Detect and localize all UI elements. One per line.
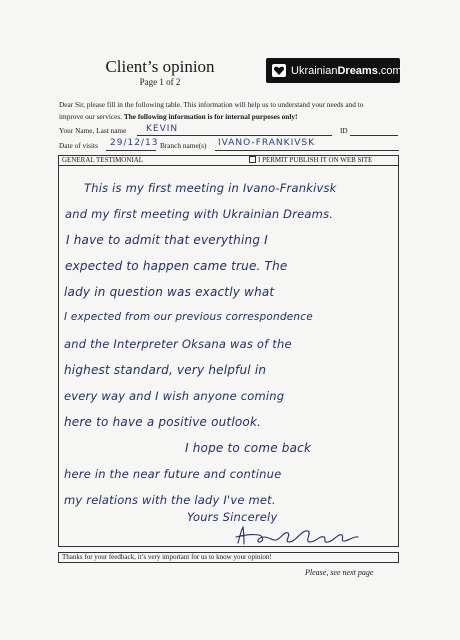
name-field[interactable]: KEVIN xyxy=(146,124,179,134)
testimonial-line: my relations with the lady I've met. xyxy=(64,493,276,507)
intro-line-1: Dear Sir, please fill in the following table. This information will help us to understand your needs and to xyxy=(59,100,364,109)
publish-permission xyxy=(249,156,372,165)
see-next-page: Please, see next page xyxy=(305,568,374,577)
publish-label: I PERMIT PUBLISH IT ON WEB SITE xyxy=(258,156,373,164)
logo-text: UkrainianDreams.com xyxy=(291,64,402,77)
testimonial-line: I have to admit that everything I xyxy=(66,233,268,247)
testimonial-line: lady in question was exactly what xyxy=(64,285,275,299)
name-label: Your Name, Last name xyxy=(59,126,127,135)
handwritten-signature xyxy=(232,525,362,547)
date-label: Date of visits xyxy=(59,141,98,150)
testimonial-line: highest standard, very helpful in xyxy=(64,363,267,377)
date-field[interactable]: 29/12/13 xyxy=(110,138,159,148)
date-underline xyxy=(106,150,156,151)
id-label: ID xyxy=(340,126,348,135)
page-title: Client’s opinion xyxy=(105,57,215,76)
testimonial-line: I hope to come back xyxy=(185,441,312,455)
branch-underline xyxy=(215,150,399,151)
testimonial-line: This is my first meeting in Ivano-Frankivsk xyxy=(84,181,337,195)
testimonial-line: expected to happen came true. The xyxy=(65,259,288,273)
testimonial-line: Yours Sincerely xyxy=(187,510,278,524)
branch-label: Branch name(s) xyxy=(160,141,207,150)
intro-text xyxy=(59,99,399,123)
testimonial-line: here in the near future and continue xyxy=(64,467,282,481)
testimonial-heading: GENERAL TESTIMONIAL xyxy=(62,156,144,164)
testimonial-line: and the Interpreter Oksana was of the xyxy=(64,337,292,351)
intro-line-2: improve our services. The following information is for internal purposes only! xyxy=(59,112,298,121)
testimonial-line: and my first meeting with Ukrainian Dreams. xyxy=(65,207,334,221)
publish-checkbox[interactable] xyxy=(249,156,256,163)
testimonial-line: every way and I wish anyone coming xyxy=(64,389,285,403)
page-indicator: Page 1 of 2 xyxy=(139,77,181,87)
testimonial-line: here to have a positive outlook. xyxy=(64,415,262,429)
testimonial-header xyxy=(59,156,398,166)
name-underline xyxy=(137,135,332,136)
testimonial-line: I expected from our previous correspondence xyxy=(64,311,313,323)
id-underline xyxy=(350,135,398,136)
branch-field[interactable]: IVANO-FRANKIVSK xyxy=(218,138,315,148)
ukrainian-dreams-logo xyxy=(266,58,400,83)
heart-icon xyxy=(272,64,286,77)
footer-thanks: Thanks for your feedback, it’s very important for us to know your opinion! xyxy=(58,552,399,563)
